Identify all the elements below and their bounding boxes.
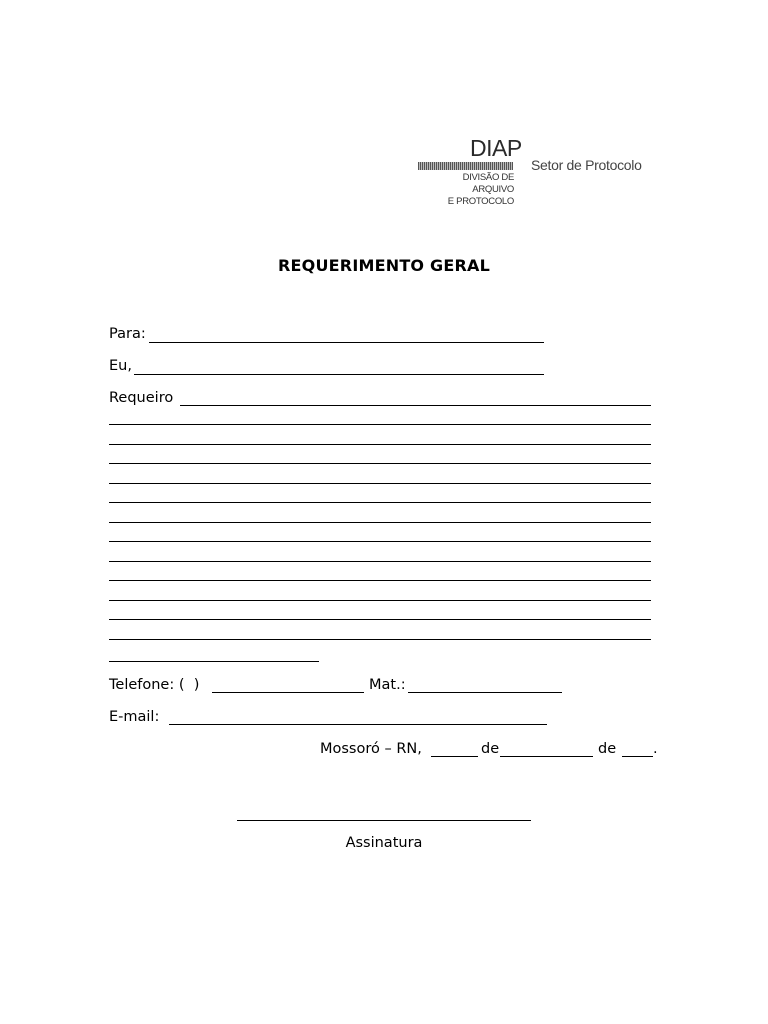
requeiro-line[interactable] <box>109 424 651 425</box>
de-label-2: de <box>598 741 617 757</box>
telefone-label: Telefone: ( ) <box>109 677 200 693</box>
logo-title: DIAP <box>470 135 522 161</box>
requeiro-line[interactable] <box>109 600 651 601</box>
signature-label: Assinatura <box>345 835 423 851</box>
requeiro-line[interactable] <box>109 639 651 640</box>
para-label: Para: <box>109 326 146 342</box>
requeiro-line[interactable] <box>109 444 651 445</box>
sector-name: Setor de Protocolo <box>531 157 642 173</box>
eu-label: Eu, <box>109 358 132 374</box>
email-label: E-mail: <box>109 709 160 725</box>
requeiro-line[interactable] <box>109 580 651 581</box>
signature-line[interactable] <box>237 820 531 821</box>
requeiro-last-line[interactable] <box>109 661 319 662</box>
telefone-field[interactable] <box>212 692 364 693</box>
para-field[interactable] <box>149 342 544 343</box>
diap-logo <box>418 135 648 205</box>
day-field[interactable] <box>431 756 478 757</box>
de-label-1: de <box>481 741 500 757</box>
year-field[interactable] <box>622 756 653 757</box>
date-period: . <box>653 741 658 757</box>
mat-label: Mat.: <box>369 677 406 693</box>
requeiro-line[interactable] <box>109 619 651 620</box>
requeiro-line[interactable] <box>109 541 651 542</box>
month-field[interactable] <box>500 756 593 757</box>
requeiro-line[interactable] <box>109 561 651 562</box>
requeiro-line[interactable] <box>109 463 651 464</box>
email-field[interactable] <box>169 724 547 725</box>
logo-subtitle: DIVISÃO DE ARQUIVO E PROTOCOLO <box>447 172 514 207</box>
requeiro-field[interactable] <box>180 405 651 406</box>
page-title: REQUERIMENTO GERAL <box>278 256 490 275</box>
requeiro-line[interactable] <box>109 483 651 484</box>
mat-field[interactable] <box>408 692 562 693</box>
requeiro-line[interactable] <box>109 502 651 503</box>
logo-stripe <box>418 162 513 170</box>
requeiro-label: Requeiro <box>109 390 174 406</box>
eu-field[interactable] <box>134 374 544 375</box>
city-label: Mossoró – RN, <box>320 741 422 757</box>
requeiro-line[interactable] <box>109 522 651 523</box>
